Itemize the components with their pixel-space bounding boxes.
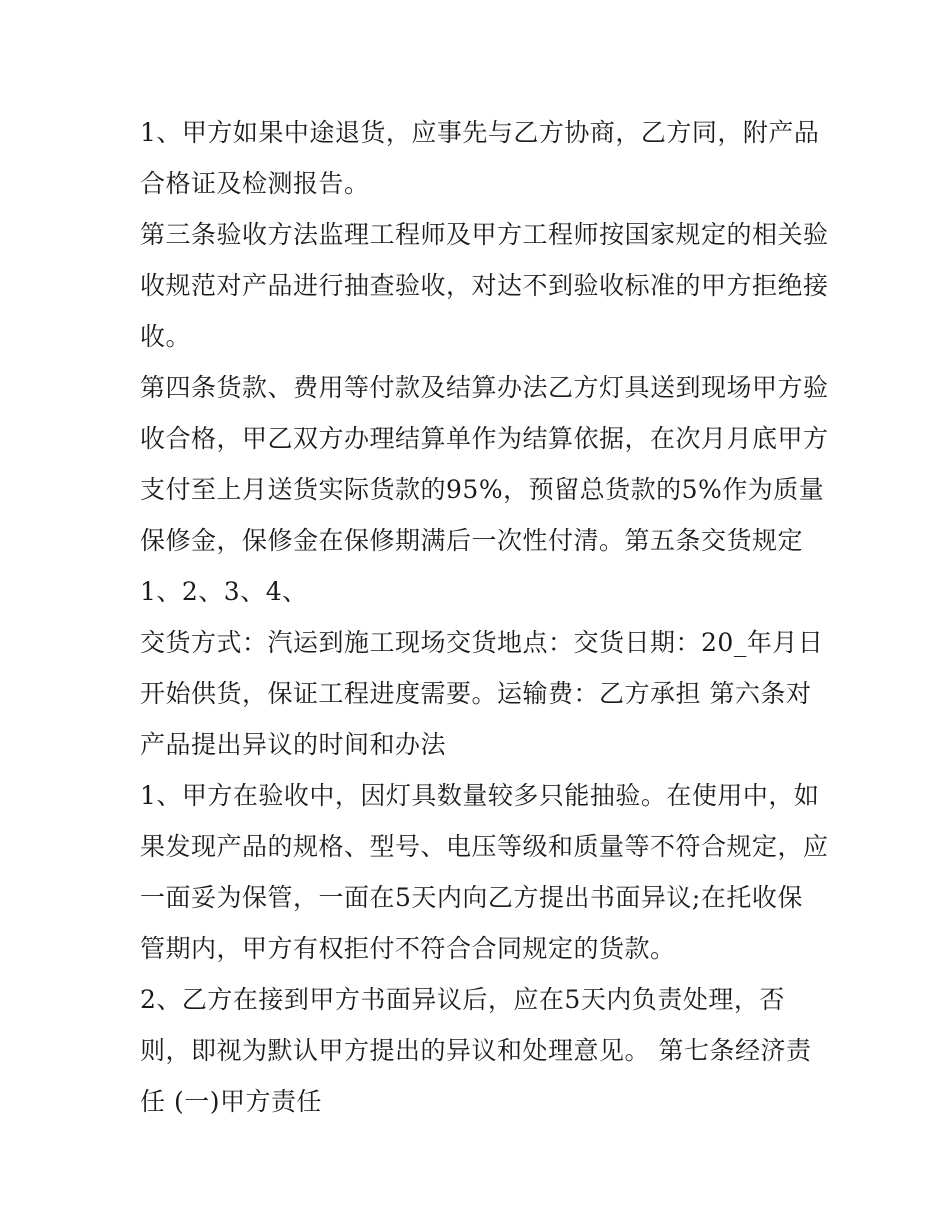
text-line: 管期内，甲方有权拒付不符合合同规定的货款。: [140, 934, 676, 963]
text-line: 开始供货，保证工程进度需要。运输费：乙方承担 第六条对: [140, 679, 812, 708]
text-line: 1、甲方如果中途退货，应事先与乙方协商，乙方同，附产品: [140, 118, 820, 147]
text-line: 收。: [140, 322, 192, 351]
text-line: 第四条货款、费用等付款及结算办法乙方灯具送到现场甲方验: [140, 373, 829, 402]
text-line: 1、甲方在验收中，因灯具数量较多只能抽验。在使用中，如: [140, 781, 820, 810]
text-line: 任 (一)甲方责任: [140, 1087, 322, 1116]
text-line: 一面妥为保管，一面在5天内向乙方提出书面异议;在托收保: [140, 883, 803, 912]
text-line: 收规范对产品进行抽查验收，对达不到验收标准的甲方拒绝接: [140, 271, 829, 300]
text-line: 保修金，保修金在保修期满后一次性付清。第五条交货规定: [140, 526, 804, 555]
text-line: 收合格，甲乙双方办理结算单作为结算依据，在次月月底甲方: [140, 424, 829, 453]
text-line: 产品提出异议的时间和办法: [140, 730, 447, 759]
text-line: 第三条验收方法监理工程师及甲方工程师按国家规定的相关验: [140, 220, 829, 249]
text-line: 则，即视为默认甲方提出的异议和处理意见。 第七条经济责: [140, 1036, 812, 1065]
document-body: [140, 107, 829, 1127]
text-line: 2、乙方在接到甲方书面异议后，应在5天内负责处理，否: [140, 985, 785, 1014]
text-line: 支付至上月送货实际货款的95%，预留总货款的5%作为质量: [140, 475, 825, 504]
text-line: 交货方式：汽运到施工现场交货地点：交货日期：20_年月日: [140, 628, 824, 657]
text-line: 果发现产品的规格、型号、电压等级和质量等不符合规定，应: [140, 832, 829, 861]
text-line: 1、2、3、4、: [140, 577, 308, 606]
text-line: 合格证及检测报告。: [140, 169, 370, 198]
